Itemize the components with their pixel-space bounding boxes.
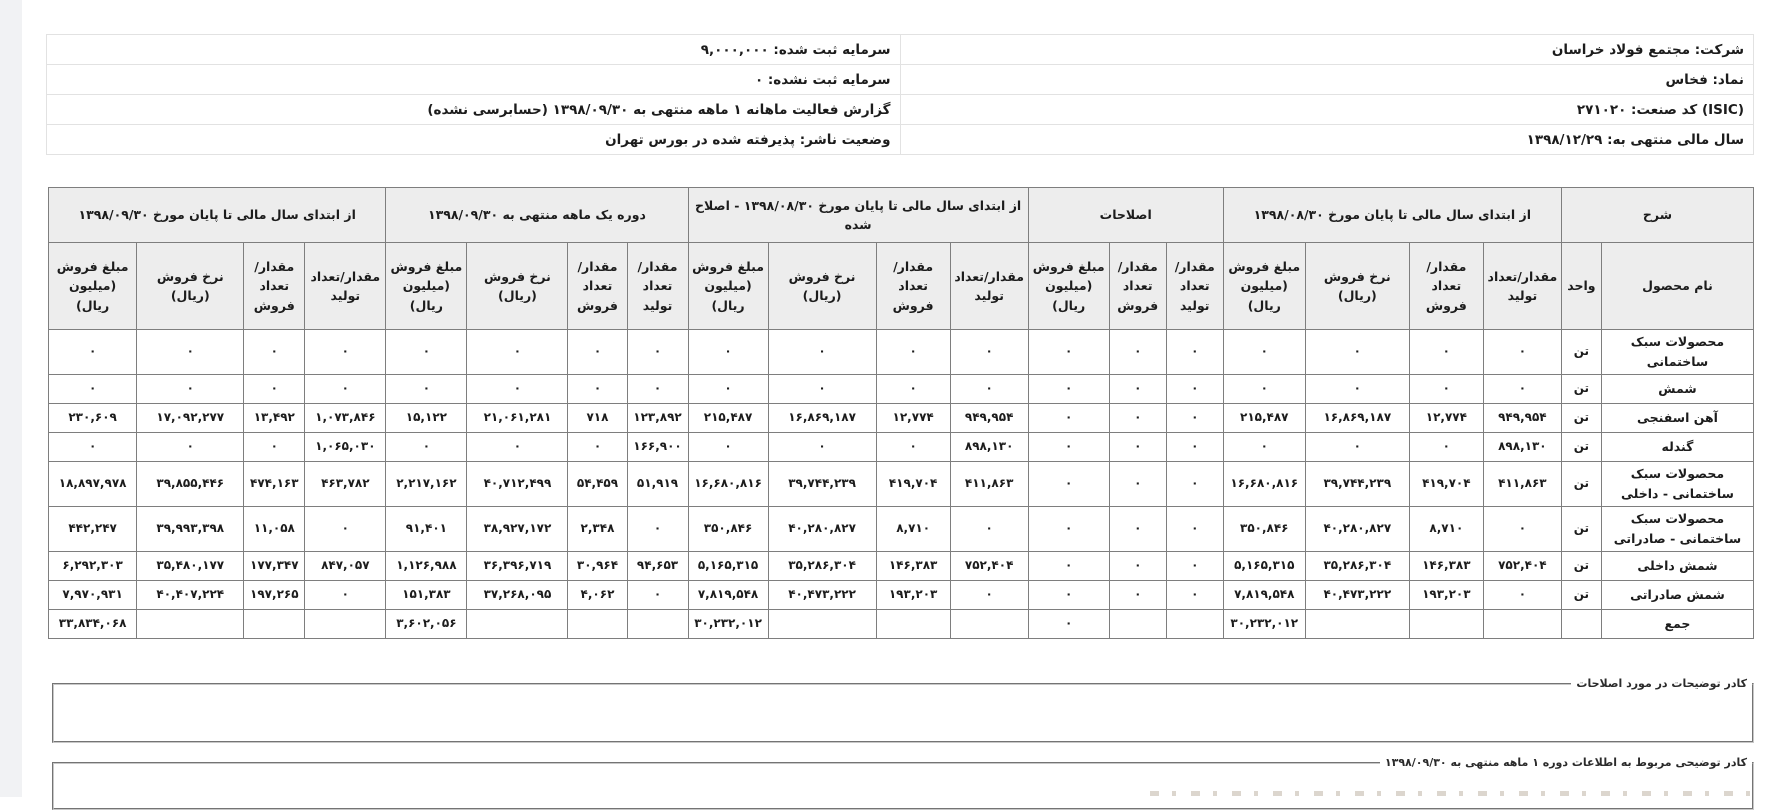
value-cell: ۶,۲۹۲,۳۰۳ <box>49 552 137 581</box>
value-cell: ۰ <box>244 330 305 375</box>
value-cell: ۰ <box>876 330 950 375</box>
value-cell: ۳,۶۰۲,۰۵۶ <box>386 610 467 639</box>
column-header-cell: مقدار/تعداد تولید <box>1483 243 1561 330</box>
value-cell: ۲۳۰,۶۰۹ <box>49 404 137 433</box>
group-header-cell: دوره یک ماهه منتهی به ۱۳۹۸/۰۹/۳۰ <box>386 188 688 243</box>
column-header-cell: واحد <box>1561 243 1601 330</box>
table-row <box>49 581 1754 610</box>
info-row <box>47 35 1754 65</box>
value-cell: ۸,۷۱۰ <box>1409 507 1483 552</box>
value-cell: ۱۵۱,۳۸۳ <box>386 581 467 610</box>
company-name-cell: شرکت: مجتمع فولاد خراسان <box>900 35 1754 65</box>
unit-cell <box>1561 610 1601 639</box>
value-cell: ۸,۷۱۰ <box>876 507 950 552</box>
column-header-cell: مقدار/تعداد فروش <box>244 243 305 330</box>
table-row <box>49 404 1754 433</box>
value-cell: ۰ <box>1166 433 1223 462</box>
value-cell: ۴۶۳,۷۸۲ <box>305 462 386 507</box>
value-cell: ۰ <box>1028 330 1109 375</box>
unit-cell: تن <box>1561 507 1601 552</box>
value-cell: ۰ <box>688 375 768 404</box>
product-name-cell: محصولات سبک ساختمانی - داخلی <box>1601 462 1753 507</box>
value-cell: ۱۹۳,۲۰۳ <box>1409 581 1483 610</box>
value-cell: ۰ <box>386 375 467 404</box>
value-cell: ۰ <box>1483 507 1561 552</box>
value-cell: ۰ <box>950 330 1028 375</box>
value-cell <box>1483 610 1561 639</box>
value-cell: ۴۱۱,۸۶۳ <box>1483 462 1561 507</box>
value-cell <box>568 610 627 639</box>
unit-cell: تن <box>1561 375 1601 404</box>
value-cell <box>1409 610 1483 639</box>
value-cell: ۳۵,۲۸۶,۳۰۴ <box>1305 552 1409 581</box>
value-cell: ۴۱۹,۷۰۴ <box>1409 462 1483 507</box>
value-cell: ۱۴۶,۳۸۳ <box>876 552 950 581</box>
page-left-gutter <box>0 0 22 797</box>
value-cell: ۰ <box>876 433 950 462</box>
value-cell: ۱۷,۰۹۲,۲۷۷ <box>137 404 244 433</box>
value-cell: ۱۵,۱۲۲ <box>386 404 467 433</box>
unit-cell: تن <box>1561 552 1601 581</box>
value-cell: ۷۱۸ <box>568 404 627 433</box>
value-cell <box>950 610 1028 639</box>
value-cell: ۰ <box>1109 404 1166 433</box>
value-cell: ۰ <box>1028 462 1109 507</box>
value-cell: ۰ <box>137 433 244 462</box>
value-cell: ۰ <box>467 375 568 404</box>
value-cell: ۱۲۳,۸۹۲ <box>627 404 688 433</box>
column-header-cell: مقدار/تعداد تولید <box>305 243 386 330</box>
value-cell: ۳۰,۹۶۴ <box>568 552 627 581</box>
value-cell: ۴۰,۲۸۰,۸۲۷ <box>1305 507 1409 552</box>
table-row <box>49 433 1754 462</box>
value-cell: ۱۶,۶۸۰,۸۱۶ <box>1223 462 1305 507</box>
column-header-cell: نرخ فروش (ریال) <box>768 243 876 330</box>
column-header-cell: مبلغ فروش (میلیون ریال) <box>386 243 467 330</box>
clipped-bottom-text <box>1150 791 1755 796</box>
value-cell: ۰ <box>1109 330 1166 375</box>
value-cell: ۰ <box>950 581 1028 610</box>
company-info-table <box>46 34 1754 155</box>
value-cell: ۰ <box>386 433 467 462</box>
value-cell: ۰ <box>467 330 568 375</box>
value-cell: ۰ <box>49 433 137 462</box>
group-header-cell: از ابتدای سال مالی تا پایان مورخ ۱۳۹۸/۰۸/۳۰ - اصلاح شده <box>688 188 1028 243</box>
value-cell: ۱,۰۷۳,۸۴۶ <box>305 404 386 433</box>
value-cell: ۱۲,۷۷۴ <box>876 404 950 433</box>
value-cell: ۰ <box>950 507 1028 552</box>
value-cell: ۳۵,۴۸۰,۱۷۷ <box>137 552 244 581</box>
value-cell: ۰ <box>244 375 305 404</box>
value-cell: ۰ <box>627 581 688 610</box>
value-cell: ۳۰,۲۳۲,۰۱۲ <box>688 610 768 639</box>
column-header-cell: مقدار/تعداد فروش <box>568 243 627 330</box>
industry-code-cell: (ISIC) کد صنعت: ۲۷۱۰۲۰ <box>900 95 1754 125</box>
value-cell: ۰ <box>1305 375 1409 404</box>
value-cell: ۳۹,۷۴۴,۲۳۹ <box>1305 462 1409 507</box>
column-header-row <box>49 243 1754 330</box>
value-cell: ۰ <box>1223 330 1305 375</box>
value-cell: ۰ <box>768 330 876 375</box>
product-name-cell: آهن اسفنجی <box>1601 404 1753 433</box>
listing-status-cell: وضعیت ناشر: پذیرفته شده در بورس تهران <box>47 125 901 155</box>
value-cell: ۲,۲۱۷,۱۶۲ <box>386 462 467 507</box>
value-cell <box>305 610 386 639</box>
value-cell: ۰ <box>568 330 627 375</box>
value-cell: ۹۱,۴۰۱ <box>386 507 467 552</box>
value-cell: ۳۵۰,۸۴۶ <box>688 507 768 552</box>
value-cell: ۰ <box>1223 433 1305 462</box>
value-cell: ۰ <box>1109 433 1166 462</box>
value-cell: ۷,۸۱۹,۵۴۸ <box>688 581 768 610</box>
value-cell: ۹۴۹,۹۵۴ <box>950 404 1028 433</box>
value-cell <box>768 610 876 639</box>
value-cell: ۰ <box>244 433 305 462</box>
value-cell: ۴۱۹,۷۰۴ <box>876 462 950 507</box>
value-cell: ۰ <box>1028 507 1109 552</box>
info-row <box>47 65 1754 95</box>
report-title-cell: گزارش فعالیت ماهانه ۱ ماهه منتهی به ۱۳۹۸/۰۹/۳۰ (حسابرسی نشده) <box>47 95 901 125</box>
value-cell: ۴۰,۴۷۳,۲۲۲ <box>1305 581 1409 610</box>
value-cell: ۰ <box>305 330 386 375</box>
value-cell: ۴,۰۶۲ <box>568 581 627 610</box>
value-cell: ۰ <box>1028 433 1109 462</box>
value-cell: ۰ <box>1109 581 1166 610</box>
value-cell: ۷۵۲,۴۰۴ <box>1483 552 1561 581</box>
value-cell <box>467 610 568 639</box>
value-cell: ۳۵,۲۸۶,۳۰۴ <box>768 552 876 581</box>
period-notes-legend: کادر توضیحی مربوط به اطلاعات دوره ۱ ماهه منتهی به ۱۳۹۸/۰۹/۳۰ <box>1384 756 1747 769</box>
table-row <box>49 552 1754 581</box>
value-cell: ۰ <box>1166 330 1223 375</box>
value-cell: ۰ <box>688 433 768 462</box>
column-header-cell: مبلغ فروش (میلیون ریال) <box>1223 243 1305 330</box>
value-cell: ۲۱۵,۴۸۷ <box>1223 404 1305 433</box>
value-cell <box>1166 610 1223 639</box>
column-header-cell: مقدار/تعداد فروش <box>876 243 950 330</box>
column-header-cell: مقدار/تعداد فروش <box>1409 243 1483 330</box>
value-cell: ۱۲,۷۷۴ <box>1409 404 1483 433</box>
value-cell: ۰ <box>1109 462 1166 507</box>
value-cell: ۰ <box>950 375 1028 404</box>
value-cell: ۰ <box>1409 433 1483 462</box>
info-row <box>47 125 1754 155</box>
ticker-symbol-cell: نماد: فخاس <box>900 65 1754 95</box>
unit-cell: تن <box>1561 433 1601 462</box>
value-cell: ۰ <box>1028 404 1109 433</box>
value-cell: ۰ <box>1028 375 1109 404</box>
value-cell: ۳۸,۹۲۷,۱۷۲ <box>467 507 568 552</box>
value-cell: ۱۶,۸۶۹,۱۸۷ <box>768 404 876 433</box>
product-name-cell: شمش داخلی <box>1601 552 1753 581</box>
column-header-cell: نرخ فروش (ریال) <box>1305 243 1409 330</box>
value-cell: ۰ <box>467 433 568 462</box>
column-header-cell: نرخ فروش (ریال) <box>137 243 244 330</box>
value-cell: ۴۷۴,۱۶۳ <box>244 462 305 507</box>
column-header-cell: مقدار/تعداد فروش <box>1109 243 1166 330</box>
value-cell: ۰ <box>1305 330 1409 375</box>
value-cell: ۰ <box>627 375 688 404</box>
table-row <box>49 375 1754 404</box>
value-cell <box>244 610 305 639</box>
value-cell: ۰ <box>768 433 876 462</box>
value-cell <box>137 610 244 639</box>
value-cell: ۱۸,۸۹۷,۹۷۸ <box>49 462 137 507</box>
value-cell: ۰ <box>568 375 627 404</box>
corrections-notes-fieldset <box>52 677 1754 743</box>
column-header-cell: مبلغ فروش (میلیون ریال) <box>688 243 768 330</box>
value-cell: ۰ <box>1166 375 1223 404</box>
value-cell: ۷,۸۱۹,۵۴۸ <box>1223 581 1305 610</box>
value-cell: ۴۰,۴۰۷,۲۲۴ <box>137 581 244 610</box>
value-cell: ۱۹۷,۲۶۵ <box>244 581 305 610</box>
value-cell: ۳۹,۷۴۴,۲۳۹ <box>768 462 876 507</box>
value-cell: ۵,۱۶۵,۳۱۵ <box>688 552 768 581</box>
group-header-cell: از ابتدای سال مالی تا پایان مورخ ۱۳۹۸/۰۸/۳۰ <box>1223 188 1561 243</box>
period-notes-fieldset <box>52 756 1754 810</box>
value-cell: ۰ <box>1109 507 1166 552</box>
value-cell: ۸۹۸,۱۳۰ <box>1483 433 1561 462</box>
value-cell: ۰ <box>768 375 876 404</box>
value-cell: ۰ <box>1305 433 1409 462</box>
value-cell: ۴۱۱,۸۶۳ <box>950 462 1028 507</box>
value-cell: ۵۱,۹۱۹ <box>627 462 688 507</box>
product-name-cell: محصولات سبک ساختمانی - صادراتی <box>1601 507 1753 552</box>
value-cell: ۰ <box>1109 375 1166 404</box>
value-cell: ۰ <box>305 375 386 404</box>
report-page <box>44 0 1754 810</box>
unit-cell: تن <box>1561 581 1601 610</box>
value-cell: ۰ <box>1166 404 1223 433</box>
column-header-cell: مقدار/تعداد تولید <box>1166 243 1223 330</box>
column-header-cell: نرخ فروش (ریال) <box>467 243 568 330</box>
column-header-cell: مقدار/تعداد تولید <box>950 243 1028 330</box>
value-cell: ۰ <box>1223 375 1305 404</box>
value-cell: ۱۶,۶۸۰,۸۱۶ <box>688 462 768 507</box>
unit-cell: تن <box>1561 330 1601 375</box>
value-cell: ۰ <box>688 330 768 375</box>
value-cell <box>1109 610 1166 639</box>
fiscal-year-cell: سال مالی منتهی به: ۱۳۹۸/۱۲/۲۹ <box>900 125 1754 155</box>
production-report-table <box>48 187 1754 639</box>
column-header-cell: نام محصول <box>1601 243 1753 330</box>
value-cell: ۹۴۹,۹۵۴ <box>1483 404 1561 433</box>
value-cell: ۸۹۸,۱۳۰ <box>950 433 1028 462</box>
value-cell: ۰ <box>1166 507 1223 552</box>
value-cell: ۲۱,۰۶۱,۲۸۱ <box>467 404 568 433</box>
registered-capital-cell: سرمایه ثبت شده: ۹,۰۰۰,۰۰۰ <box>47 35 901 65</box>
value-cell <box>876 610 950 639</box>
value-cell: ۰ <box>49 330 137 375</box>
value-cell: ۰ <box>1409 330 1483 375</box>
value-cell: ۰ <box>1166 462 1223 507</box>
value-cell <box>627 610 688 639</box>
value-cell: ۷۵۲,۴۰۴ <box>950 552 1028 581</box>
value-cell: ۳۹,۸۵۵,۴۴۶ <box>137 462 244 507</box>
value-cell: ۰ <box>568 433 627 462</box>
product-name-cell: شمش صادراتی <box>1601 581 1753 610</box>
value-cell: ۴۴۲,۲۴۷ <box>49 507 137 552</box>
value-cell: ۱۶,۸۶۹,۱۸۷ <box>1305 404 1409 433</box>
value-cell: ۰ <box>1483 330 1561 375</box>
value-cell: ۰ <box>1028 581 1109 610</box>
value-cell: ۰ <box>49 375 137 404</box>
value-cell: ۳۰,۲۳۲,۰۱۲ <box>1223 610 1305 639</box>
value-cell: ۳۵۰,۸۴۶ <box>1223 507 1305 552</box>
group-header-cell: شرح <box>1561 188 1753 243</box>
value-cell: ۱,۱۲۶,۹۸۸ <box>386 552 467 581</box>
product-name-cell: جمع <box>1601 610 1753 639</box>
value-cell: ۸۴۷,۰۵۷ <box>305 552 386 581</box>
value-cell: ۰ <box>1166 581 1223 610</box>
value-cell: ۴۰,۷۱۲,۴۹۹ <box>467 462 568 507</box>
value-cell: ۲,۳۴۸ <box>568 507 627 552</box>
value-cell: ۰ <box>137 330 244 375</box>
value-cell: ۲۱۵,۴۸۷ <box>688 404 768 433</box>
group-header-cell: اصلاحات <box>1028 188 1223 243</box>
value-cell: ۰ <box>1109 552 1166 581</box>
value-cell: ۱۳,۴۹۲ <box>244 404 305 433</box>
value-cell: ۱۴۶,۳۸۳ <box>1409 552 1483 581</box>
value-cell: ۰ <box>876 375 950 404</box>
value-cell: ۴۰,۴۷۳,۲۲۲ <box>768 581 876 610</box>
value-cell: ۰ <box>1483 375 1561 404</box>
value-cell: ۵۴,۴۵۹ <box>568 462 627 507</box>
value-cell: ۵,۱۶۵,۳۱۵ <box>1223 552 1305 581</box>
value-cell: ۱۶۶,۹۰۰ <box>627 433 688 462</box>
value-cell: ۱۹۳,۲۰۳ <box>876 581 950 610</box>
value-cell: ۰ <box>1483 581 1561 610</box>
value-cell: ۳۹,۹۹۳,۳۹۸ <box>137 507 244 552</box>
value-cell: ۰ <box>1409 375 1483 404</box>
value-cell: ۳۳,۸۳۴,۰۶۸ <box>49 610 137 639</box>
group-header-row <box>49 188 1754 243</box>
product-name-cell: محصولات سبک ساختمانی <box>1601 330 1753 375</box>
value-cell: ۰ <box>1028 552 1109 581</box>
info-row <box>47 95 1754 125</box>
unit-cell: تن <box>1561 404 1601 433</box>
value-cell: ۰ <box>1166 552 1223 581</box>
column-header-cell: مقدار/تعداد تولید <box>627 243 688 330</box>
corrections-notes-legend: کادر توضیحات در مورد اصلاحات <box>1576 677 1747 690</box>
column-header-cell: مبلغ فروش (میلیون ریال) <box>1028 243 1109 330</box>
value-cell: ۰ <box>305 581 386 610</box>
value-cell: ۱۱,۰۵۸ <box>244 507 305 552</box>
table-row <box>49 462 1754 507</box>
column-header-cell: مبلغ فروش (میلیون ریال) <box>49 243 137 330</box>
unregistered-capital-cell: سرمایه ثبت نشده: ۰ <box>47 65 901 95</box>
value-cell: ۰ <box>386 330 467 375</box>
value-cell: ۰ <box>1028 610 1109 639</box>
value-cell: ۱۷۷,۳۴۷ <box>244 552 305 581</box>
value-cell: ۳۷,۲۶۸,۰۹۵ <box>467 581 568 610</box>
unit-cell: تن <box>1561 462 1601 507</box>
value-cell <box>1305 610 1409 639</box>
value-cell: ۷,۹۷۰,۹۳۱ <box>49 581 137 610</box>
value-cell: ۰ <box>137 375 244 404</box>
table-row <box>49 330 1754 375</box>
table-row <box>49 610 1754 639</box>
product-name-cell: شمش <box>1601 375 1753 404</box>
value-cell: ۹۴,۶۵۳ <box>627 552 688 581</box>
value-cell: ۳۶,۳۹۶,۷۱۹ <box>467 552 568 581</box>
product-name-cell: گندله <box>1601 433 1753 462</box>
table-row <box>49 507 1754 552</box>
value-cell: ۰ <box>627 330 688 375</box>
group-header-cell: از ابتدای سال مالی تا پایان مورخ ۱۳۹۸/۰۹/۳۰ <box>49 188 386 243</box>
value-cell: ۰ <box>627 507 688 552</box>
value-cell: ۰ <box>305 507 386 552</box>
value-cell: ۱,۰۶۵,۰۳۰ <box>305 433 386 462</box>
value-cell: ۴۰,۲۸۰,۸۲۷ <box>768 507 876 552</box>
